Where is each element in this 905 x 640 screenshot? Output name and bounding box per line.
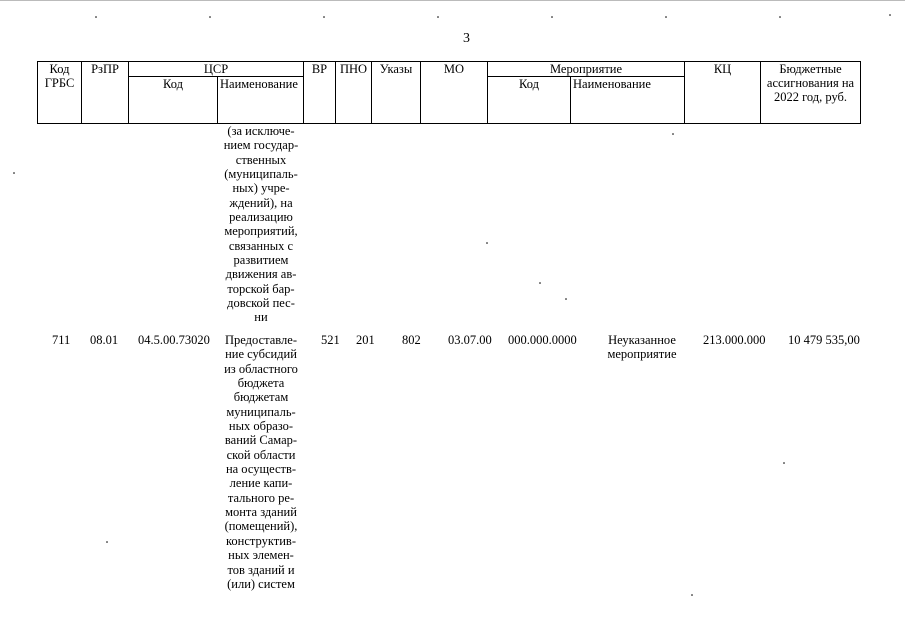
scan-speck (665, 16, 667, 18)
header-budget: Бюджетные ассигнования на 2022 год, руб. (761, 62, 861, 124)
row-amount: 10 479 535,00 (788, 333, 860, 347)
scan-speck (672, 133, 674, 135)
scan-speck (13, 172, 15, 174)
header-csr-name: Наименование (218, 77, 304, 124)
scan-speck (323, 16, 325, 18)
row-ukazy: 802 (402, 333, 421, 347)
row-vr: 521 (321, 333, 340, 347)
header-ukazy: Указы (372, 62, 421, 124)
scan-speck (437, 16, 439, 18)
scan-speck (209, 16, 211, 18)
header-csr-kod: Код (129, 77, 218, 124)
scan-speck (486, 242, 488, 244)
header-kod-grbs: Код ГРБС (38, 62, 82, 124)
header-rzpr: РзПР (82, 62, 129, 124)
scan-speck (551, 16, 553, 18)
header-pno: ПНО (336, 62, 372, 124)
page-number: 3 (463, 31, 470, 46)
row-kod-grbs: 711 (52, 333, 71, 347)
row-pno: 201 (356, 333, 375, 347)
scan-speck (95, 16, 97, 18)
scan-speck (106, 541, 108, 543)
header-vr: ВР (304, 62, 336, 124)
top-edge-line (0, 0, 905, 1)
row-csr-kod: 04.5.00.73020 (138, 333, 210, 347)
row-name: Предоставле- ние субсидий из областного бюджета бюджетам муниципаль- ных образо- ваний Самар- ской области на осуществ- ление капи- тального ре- монта зданий (помещений), конструктив- ных элемен- тов зданий и (или) систем (224, 333, 298, 591)
table-header (37, 61, 861, 124)
header-mer-name: Наименование (571, 77, 685, 124)
row-mer-kod: 000.000.0000 (508, 333, 577, 347)
scan-speck (783, 462, 785, 464)
scan-speck (691, 594, 693, 596)
row-kc: 213.000.000 (703, 333, 766, 347)
header-meropriyatie: Мероприятие (488, 62, 685, 77)
header-mo: МО (421, 62, 488, 124)
continued-name-text: (за исключе- нием государ- ственных (муниципаль- ных) учре- ждений), на реализацию мероприятий, связанных с развитием движения ав- торской бар- довской пес- ни (223, 124, 299, 325)
scan-speck (565, 298, 567, 300)
row-mo: 03.07.00 (448, 333, 492, 347)
scan-speck (889, 14, 891, 16)
scan-speck (779, 16, 781, 18)
scan-speck (539, 282, 541, 284)
header-mer-kod: Код (488, 77, 571, 124)
row-rzpr: 08.01 (90, 333, 119, 347)
row-mer-name: Неуказанное мероприятие (607, 333, 677, 361)
header-kc: КЦ (685, 62, 761, 124)
header-csr: ЦСР (129, 62, 304, 77)
